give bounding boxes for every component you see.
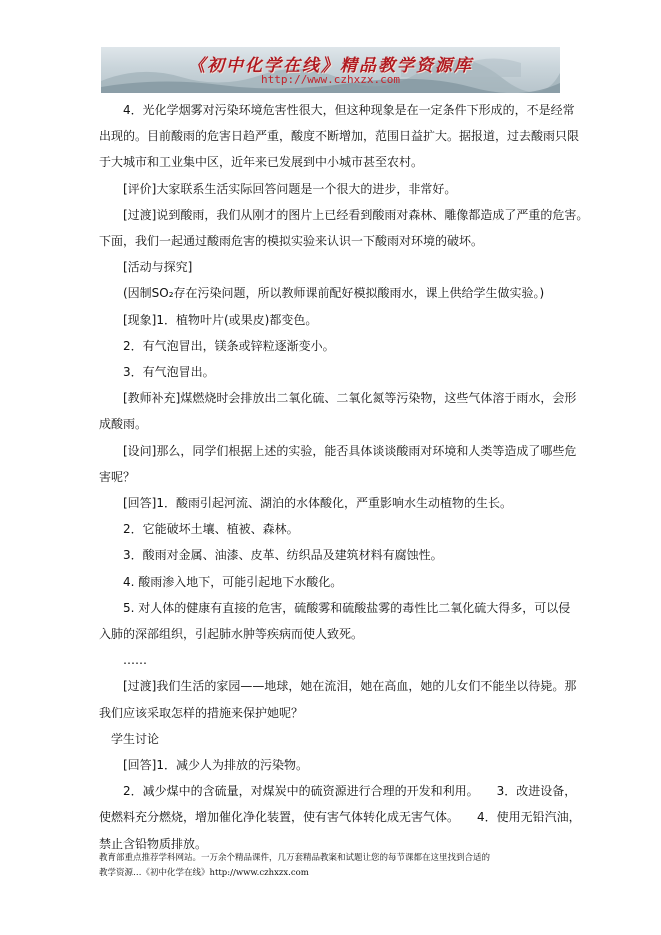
- paragraph-line: 下面，我们一起通过酸雨危害的模拟实验来认识一下酸雨对环境的破坏。: [99, 234, 484, 249]
- page-footer: [99, 851, 563, 881]
- paragraph-line: [回答]1．减少人为排放的污染物。: [123, 758, 308, 773]
- paragraph-line: 2．有气泡冒出，镁条或锌粒逐渐变小。: [123, 338, 335, 353]
- paragraph-line: 害呢？: [99, 469, 136, 484]
- paragraph-line: 4．光化学烟雾对污染环境危害性很大，但这种现象是在一定条件下形成的，不是经常: [123, 103, 575, 117]
- paragraph-line: 于大城市和工业集中区，近年来已发展到中小城市甚至农村。: [99, 155, 424, 170]
- banner-url[interactable]: http://www.czhxzx.com: [260, 73, 401, 86]
- paragraph-line: (因制SO₂存在污染问题，所以教师课前配好模拟酸雨水，课上供给学生做实验。): [123, 286, 545, 301]
- paragraph-line: 成酸雨。: [99, 417, 148, 432]
- section-heading: 学生讨论: [111, 731, 160, 746]
- paragraph-line: 禁止含铅物质排放。: [99, 836, 208, 851]
- paragraph-line: 5. 对人体的健康有直接的危害，硫酸雾和硫酸盐雾的毒性比二氧化硫大得多，可以侵: [123, 600, 571, 615]
- footer-line: 教育部重点推荐学科网站。一万余个精品课件，几万套精品教案和试题让您的每节课都在这里找到合适的: [99, 853, 491, 863]
- paragraph-line: [回答]1．酸雨引起河流、湖泊的水体酸化，严重影响水生动植物的生长。: [123, 496, 513, 511]
- section-heading: [活动与探究]: [123, 260, 193, 275]
- header-banner: [101, 47, 560, 93]
- banner-title: 《初中化学在线》精品教学资源库: [188, 56, 473, 76]
- paragraph-line: 出现的。目前酸雨的危害日趋严重，酸度不断增加，范围日益扩大。据报道，过去酸雨只限: [99, 129, 580, 144]
- paragraph-line: [现象]1．植物叶片(或果皮)都变色。: [123, 312, 318, 327]
- document-body: [99, 97, 589, 857]
- paragraph-line: 入肺的深部组织，引起肺水肿等疾病而使人致死。: [99, 627, 364, 642]
- footer-line[interactable]: 教学资源…《初中化学在线》http://www.czhxzx.com: [99, 868, 309, 878]
- paragraph-line: 使燃料充分燃烧，增加催化净化装置，使有害气体转化成无害气体。 4．使用无铅汽油，: [99, 810, 581, 825]
- paragraph-line: [设问]那么，同学们根据上述的实验，能否具体谈谈酸雨对环境和人类等造成了哪些危: [123, 443, 577, 458]
- paragraph-line: [评价]大家联系生活实际回答问题是一个很大的进步，非常好。: [123, 181, 457, 196]
- paragraph-line: 2．减少煤中的含硫量，对煤炭中的硫资源进行合理的开发和利用。 3．改进设备，: [123, 784, 577, 799]
- paragraph-line: 3．有气泡冒出。: [123, 365, 215, 380]
- paragraph-line: 3．酸雨对金属、油漆、皮革、纺织品及建筑材料有腐蚀性。: [123, 548, 443, 563]
- paragraph-line: 我们应该采取怎样的措施来保护她呢？: [99, 705, 304, 720]
- paragraph-line: [教师补充]煤燃烧时会排放出二氧化硫、二氧化氮等污染物，这些气体溶于雨水，会形: [123, 391, 577, 406]
- paragraph-line: [过渡]我们生活的家园——地球，她在流泪，她在高血，她的儿女们不能坐以待毙。那: [123, 679, 577, 694]
- ellipsis-line: ……: [123, 653, 147, 668]
- paragraph-line: [过渡]说到酸雨，我们从刚才的图片上已经看到酸雨对森林、雕像都造成了严重的危害。: [123, 207, 589, 222]
- paragraph-line: 2．它能破坏土壤、植被、森林。: [123, 522, 299, 537]
- paragraph-line: 4. 酸雨渗入地下，可能引起地下水酸化。: [123, 574, 343, 589]
